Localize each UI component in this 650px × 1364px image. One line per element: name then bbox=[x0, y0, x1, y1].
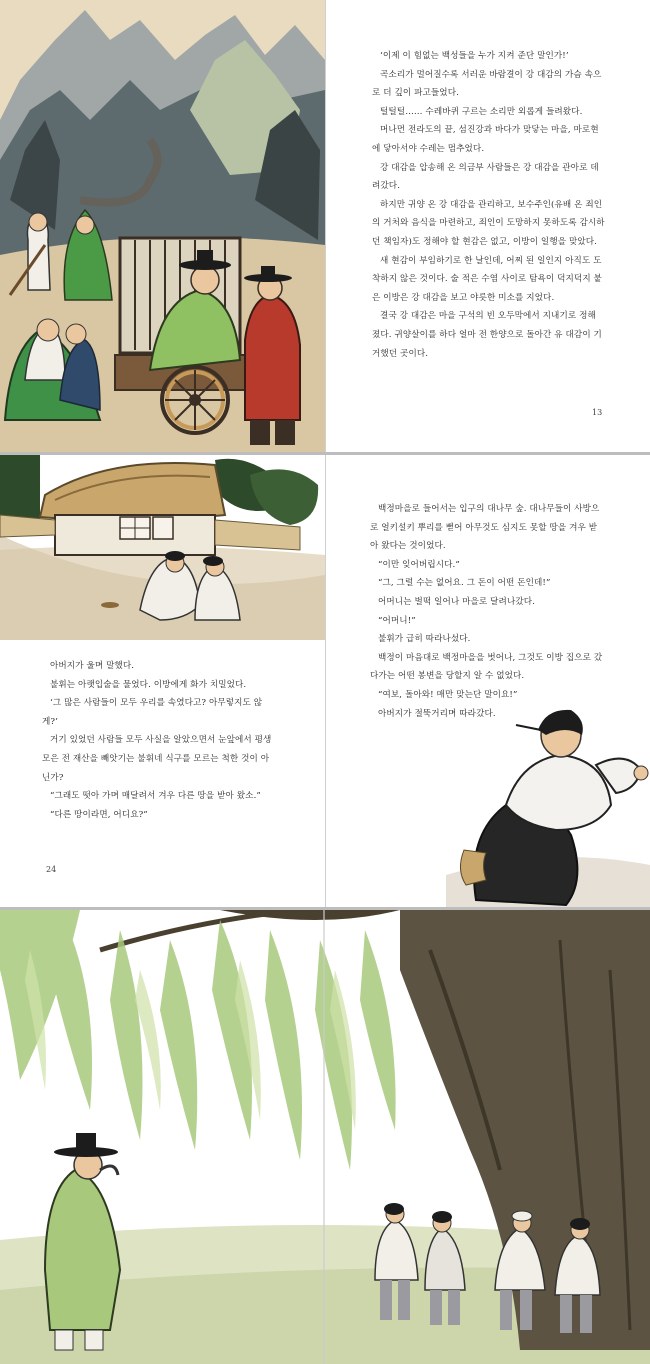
text-line: 모은 전 재산을 빼앗기는 불휘네 식구를 모르는 척한 것이 아 bbox=[42, 753, 270, 764]
text-line: 은 이방은 강 대감을 보고 야릇한 미소를 지었다. bbox=[372, 292, 555, 303]
text-line: 거했던 곳이다. bbox=[372, 348, 429, 359]
text-line: 하지만 귀양 온 강 대감을 관리하고, 보수주인(유배 온 죄인 bbox=[380, 199, 603, 210]
text-line: 닌가? bbox=[42, 772, 64, 783]
text-line: 로 얼키설키 뿌리를 뻗어 아무것도 심지도 못할 땅을 겨우 받 bbox=[370, 522, 598, 533]
text-page-13 bbox=[326, 0, 650, 452]
text-line: 아 왔다는 것이었다. bbox=[370, 541, 446, 552]
page-number: 13 bbox=[592, 408, 603, 417]
text-line: 백정마을로 들어서는 입구의 대나무 숲. 대나무들이 사방으 bbox=[378, 504, 600, 514]
text-line: 의 거처와 음식을 마련하고, 죄인이 도망하지 못하도록 감시하 bbox=[372, 218, 605, 229]
body-text-right bbox=[370, 500, 602, 723]
text-line: 던 책임자)도 정해야 할 현감은 없고, 이방이 일행을 맞았다. bbox=[372, 236, 598, 247]
text-line: 아버지가 절뚝거리며 따라갔다. bbox=[378, 708, 496, 719]
text-page-25 bbox=[326, 455, 650, 907]
page-number: 24 bbox=[46, 865, 57, 874]
illustration-running-mother bbox=[446, 705, 650, 907]
text-line: 게?’ bbox=[42, 716, 58, 727]
text-line: “어머니!” bbox=[378, 615, 416, 626]
text-line: 결국 강 대감은 마을 구석의 빈 오두막에서 지내기로 정해 bbox=[380, 311, 596, 322]
illustration-exile-cart bbox=[0, 0, 325, 452]
text-line: 어머니는 벌떡 일어나 마을로 달려나갔다. bbox=[378, 596, 535, 607]
spread-3 bbox=[0, 910, 650, 1364]
text-line: 졌다. 귀양살이를 하다 얼마 전 한양으로 돌아간 유 대감이 기 bbox=[372, 329, 602, 340]
text-line: 로 더 깊이 파고들었다. bbox=[372, 88, 459, 99]
text-page-24 bbox=[0, 455, 325, 907]
spread-2 bbox=[0, 455, 650, 907]
text-line: 에 닿아서야 수레는 멈추었다. bbox=[372, 143, 485, 154]
body-text-left bbox=[42, 657, 271, 824]
text-line: “이만 잊어버립시다.” bbox=[378, 559, 460, 570]
text-line: 곡소리가 멀어질수록 서러운 바람결이 강 대감의 가슴 속으 bbox=[380, 69, 602, 80]
text-line: 거기 있었던 사람들 모두 사실을 알았으면서 눈앞에서 평생 bbox=[50, 735, 272, 746]
text-line: 다가는 어떤 봉변을 당할지 알 수 없었다. bbox=[370, 671, 525, 682]
text-line: “다른 땅이라면, 어디요?” bbox=[50, 809, 148, 820]
text-line: 불휘는 아랫입술을 물었다. 이방에게 화가 치밀었다. bbox=[50, 679, 247, 690]
text-line: ‘이제 이 힘없는 백성들을 누가 지켜 준단 말인가!’ bbox=[380, 51, 569, 61]
text-line: 백정이 마음대로 백정마을을 벗어나, 그것도 이방 집으로 갔 bbox=[378, 652, 603, 663]
text-line: 불휘가 급히 따라나섰다. bbox=[378, 634, 471, 645]
text-line: 털털털…… 수레바퀴 구르는 소리만 외롭게 들려왔다. bbox=[380, 106, 583, 117]
text-line: 새 현감이 부임하기로 한 날인데, 어찌 된 일인지 아직도 도 bbox=[380, 255, 602, 266]
text-line: 머나먼 전라도의 끝, 섬진강과 바다가 맞닿는 마을, 마로현 bbox=[380, 125, 599, 136]
text-line: 착하지 않은 것이다. 술 적은 수염 사이로 탐욕이 덕지덕지 붙 bbox=[372, 274, 602, 285]
text-line: 려갔다. bbox=[372, 181, 401, 192]
text-line: ‘그 많은 사람들이 모두 우리를 속였다고? 아무렇지도 않 bbox=[50, 698, 263, 709]
text-line: 강 대감을 압송해 온 의금부 사람들은 강 대감을 관아로 데 bbox=[380, 162, 599, 173]
text-line: 아버지가 울며 말했다. bbox=[50, 661, 135, 671]
illustration-willow-tree bbox=[0, 910, 650, 1364]
body-text bbox=[372, 47, 605, 363]
spread-1 bbox=[0, 0, 650, 452]
illustration-hut bbox=[0, 455, 325, 640]
text-line: “그, 그럴 수는 없어요. 그 돈이 어떤 돈인데!” bbox=[378, 578, 551, 589]
text-line: “그래도 떳아 가며 매달려서 겨우 다른 땅을 받아 왔소.” bbox=[50, 791, 261, 802]
text-line: “여보, 돌아와! 매만 맞는단 말이요!” bbox=[378, 689, 518, 700]
